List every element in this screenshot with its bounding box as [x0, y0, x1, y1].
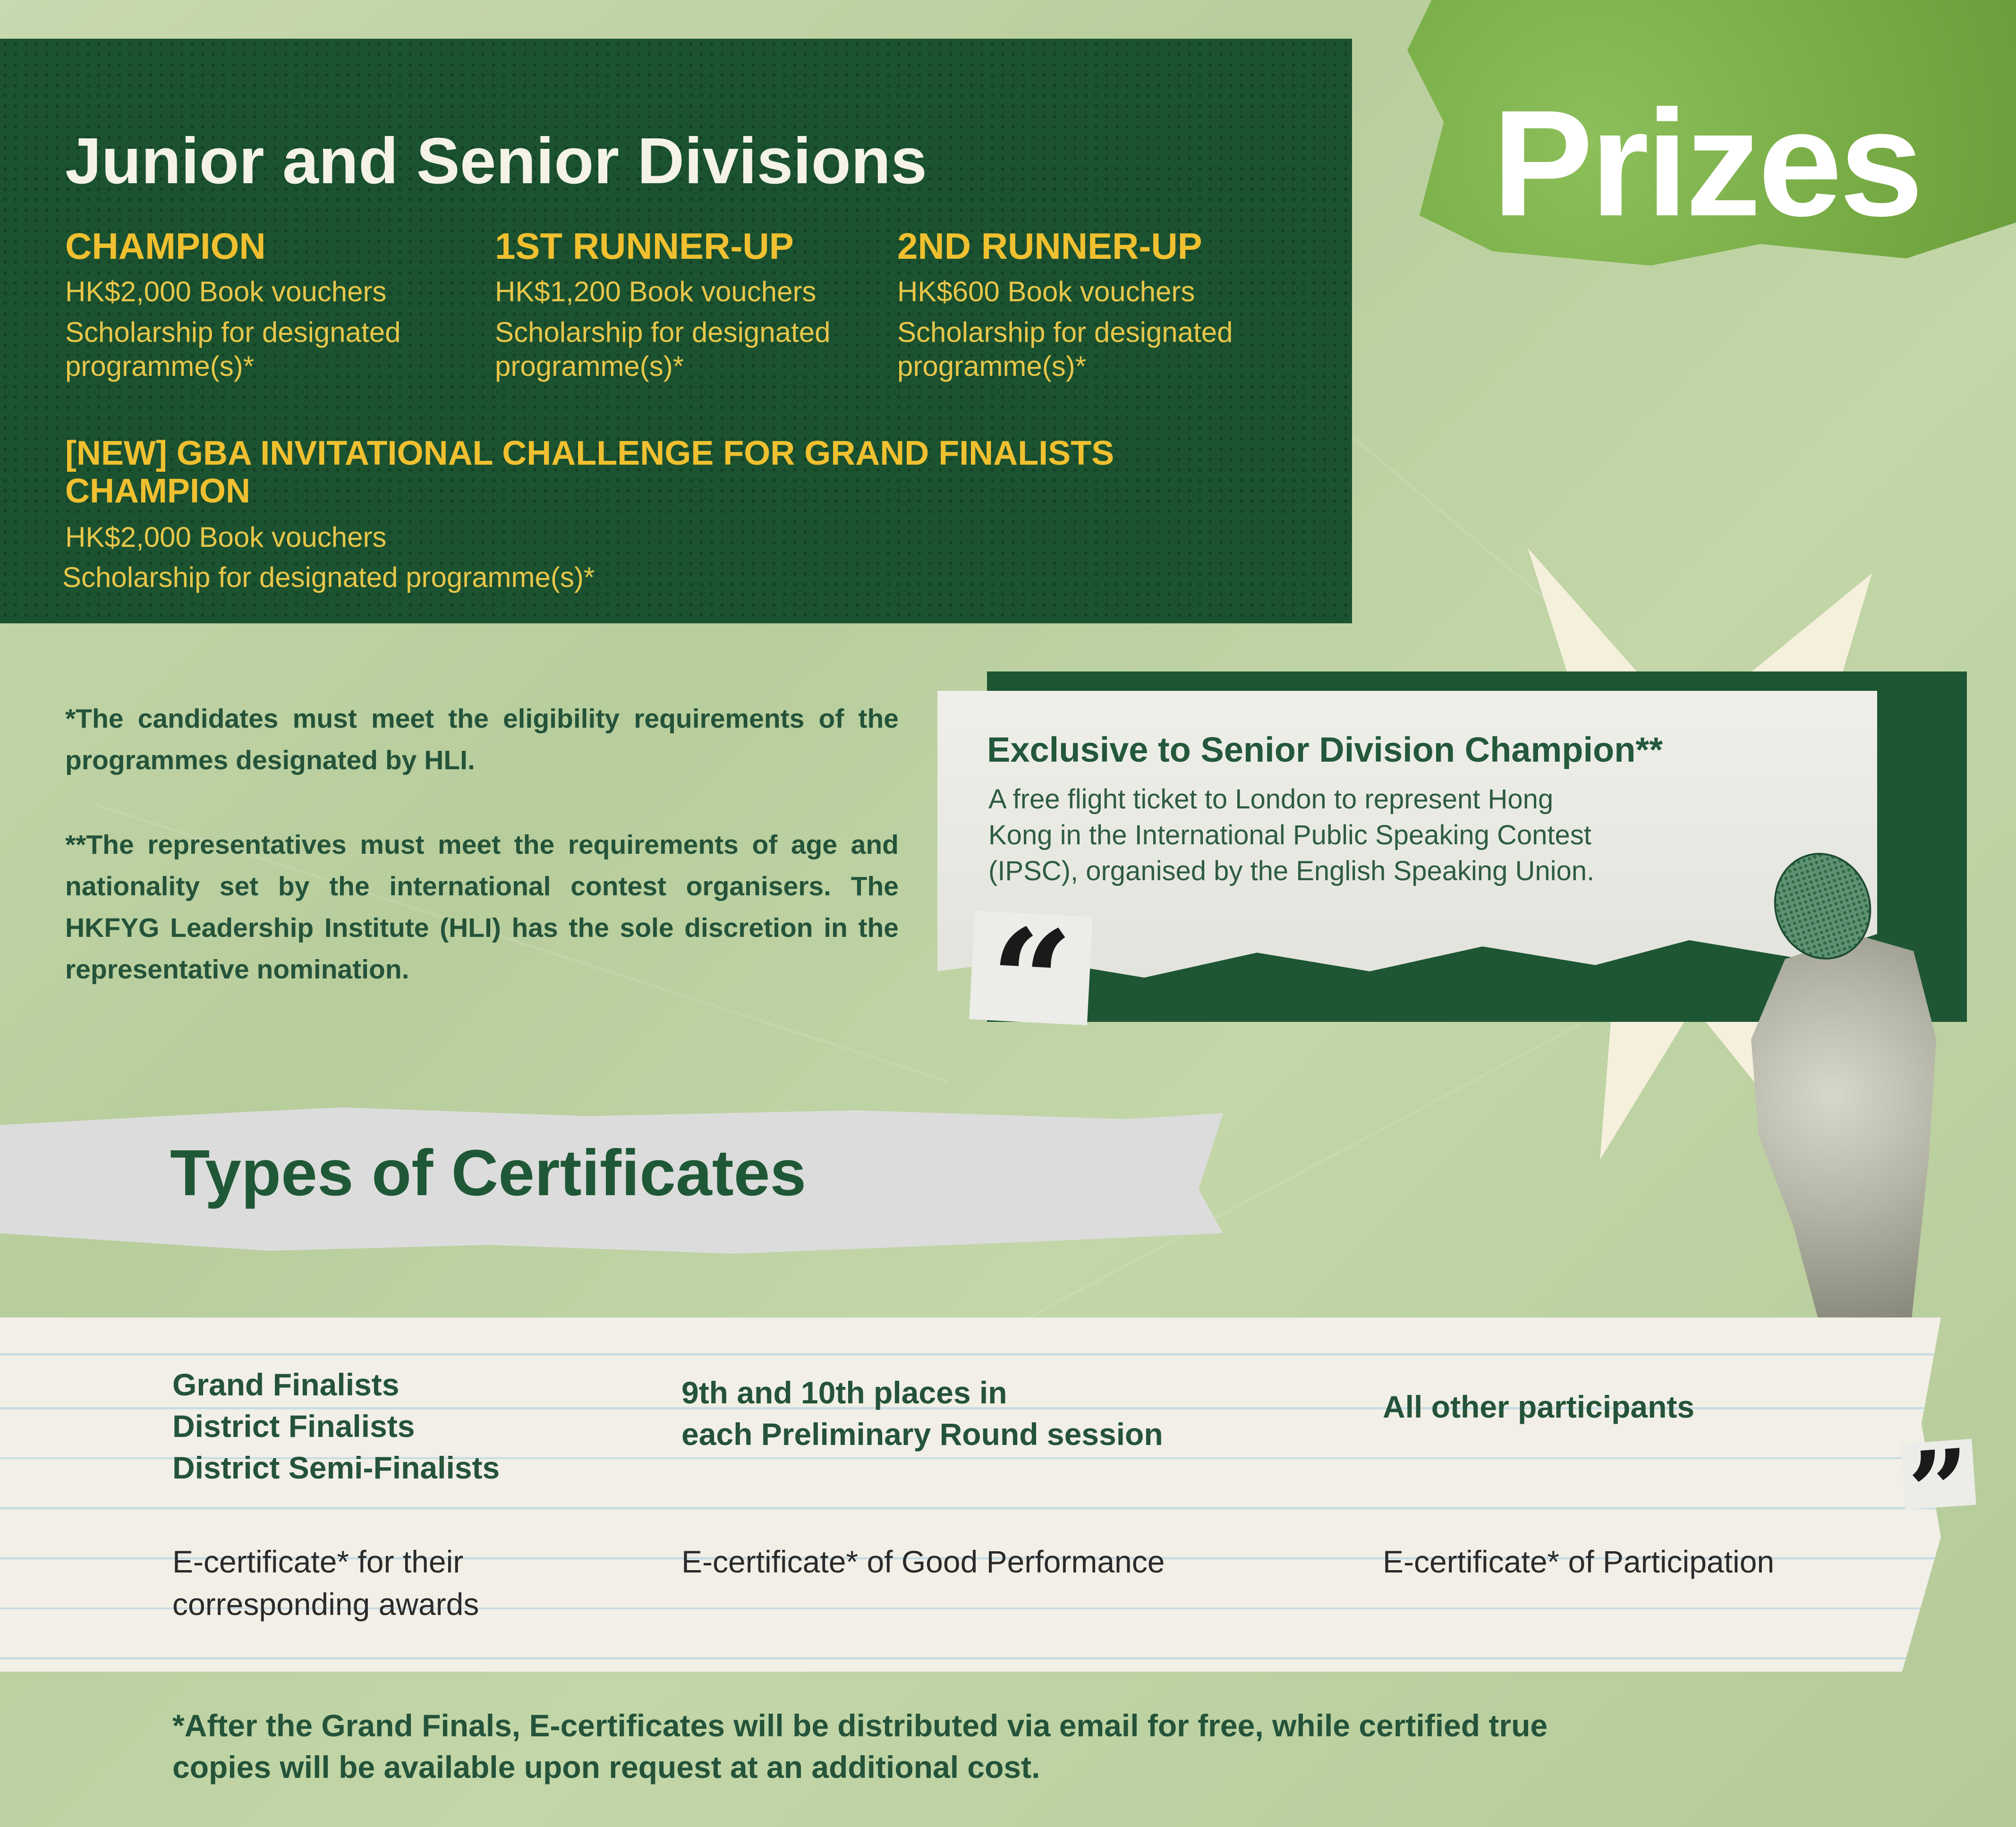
- prize-line: HK$2,000 Book vouchers: [65, 276, 387, 307]
- certificates-title: Types of Certificates: [170, 1137, 807, 1209]
- gba-heading-line: [NEW] GBA INVITATIONAL CHALLENGE FOR GRAND FINALISTS: [65, 434, 1114, 472]
- certificate-type-participation: [1383, 1540, 1774, 1583]
- prize-column-2nd-runner-up: [897, 225, 1322, 383]
- certificate-type-good-performance: [681, 1540, 1165, 1583]
- exclusive-body-line: A free flight ticket to London to represent Hong: [988, 784, 1554, 815]
- prize-line: HK$1,200 Book vouchers: [495, 276, 817, 307]
- close-quote-icon: ”: [1901, 1439, 1976, 1510]
- prize-line: Scholarship for designated: [65, 316, 401, 348]
- exclusive-body: [988, 782, 1716, 889]
- prize-heading: CHAMPION: [65, 225, 266, 267]
- prize-heading: 2ND RUNNER-UP: [897, 225, 1202, 267]
- certificate-type-line: E-certificate* for their: [172, 1544, 464, 1579]
- prize-line: programme(s)*: [897, 350, 1087, 382]
- exclusive-body-line: Kong in the International Public Speaking Contest: [988, 820, 1591, 850]
- footnote-line: copies will be available upon request at an additional cost.: [172, 1750, 1040, 1785]
- certificate-type-awards: [172, 1540, 479, 1625]
- hand-holding-microphone-icon: [1747, 935, 1936, 1336]
- certificate-group-line: District Finalists: [172, 1409, 415, 1444]
- certificate-type-line: E-certificate* of Participation: [1383, 1544, 1775, 1579]
- prize-line: HK$600 Book vouchers: [897, 276, 1195, 307]
- open-quote-icon: “: [969, 911, 1093, 1026]
- certificate-group-others: [1383, 1386, 1694, 1428]
- prize-heading: 1ST RUNNER-UP: [495, 225, 794, 267]
- certificate-group-9th-10th: [681, 1372, 1163, 1455]
- divisions-title: Junior and Senior Divisions: [65, 125, 927, 197]
- gba-prize-line: HK$2,000 Book vouchers: [65, 521, 387, 553]
- certificate-type-line: E-certificate* of Good Performance: [681, 1544, 1165, 1579]
- representative-note: **The representatives must meet the requirements of age and nationality set by the international contest organisers. The HKFYG Leadership Institute (HLI) has the sole discretion in the representative nomination.: [65, 830, 899, 985]
- exclusive-title: Exclusive to Senior Division Champion**: [987, 730, 1663, 769]
- footnote-line: *After the Grand Finals, E-certificates will be distributed via email for free, while certified true: [172, 1708, 1548, 1743]
- certificate-group-line: District Semi-Finalists: [172, 1450, 500, 1485]
- prize-column-1st-runner-up: [495, 225, 920, 383]
- prize-column-champion: [65, 225, 490, 383]
- gba-heading-line: CHAMPION: [65, 472, 250, 510]
- certificate-group-line: 9th and 10th places in: [681, 1375, 1007, 1410]
- certificate-type-line: corresponding awards: [172, 1587, 479, 1622]
- certificate-group-line: each Preliminary Round session: [681, 1417, 1163, 1452]
- eligibility-note: *The candidates must meet the eligibility requirements of the programmes designated by HLI.: [65, 704, 899, 775]
- exclusive-body-line: (IPSC), organised by the English Speaking Union.: [988, 856, 1595, 886]
- divisions-panel: [0, 39, 1352, 623]
- prizes-title: Prizes: [1492, 78, 1921, 247]
- gba-prize-line: Scholarship for designated programme(s)*: [62, 561, 595, 593]
- certificate-group-finalists: [172, 1364, 500, 1488]
- prize-line: programme(s)*: [65, 350, 255, 382]
- certificate-group-line: All other participants: [1383, 1389, 1695, 1424]
- prize-line: Scholarship for designated: [897, 316, 1233, 348]
- prize-line: Scholarship for designated: [495, 316, 831, 348]
- certificate-group-line: Grand Finalists: [172, 1367, 400, 1402]
- certificate-footnote: [172, 1705, 1548, 1788]
- gba-heading: [65, 434, 1114, 510]
- prize-line: programme(s)*: [495, 350, 684, 382]
